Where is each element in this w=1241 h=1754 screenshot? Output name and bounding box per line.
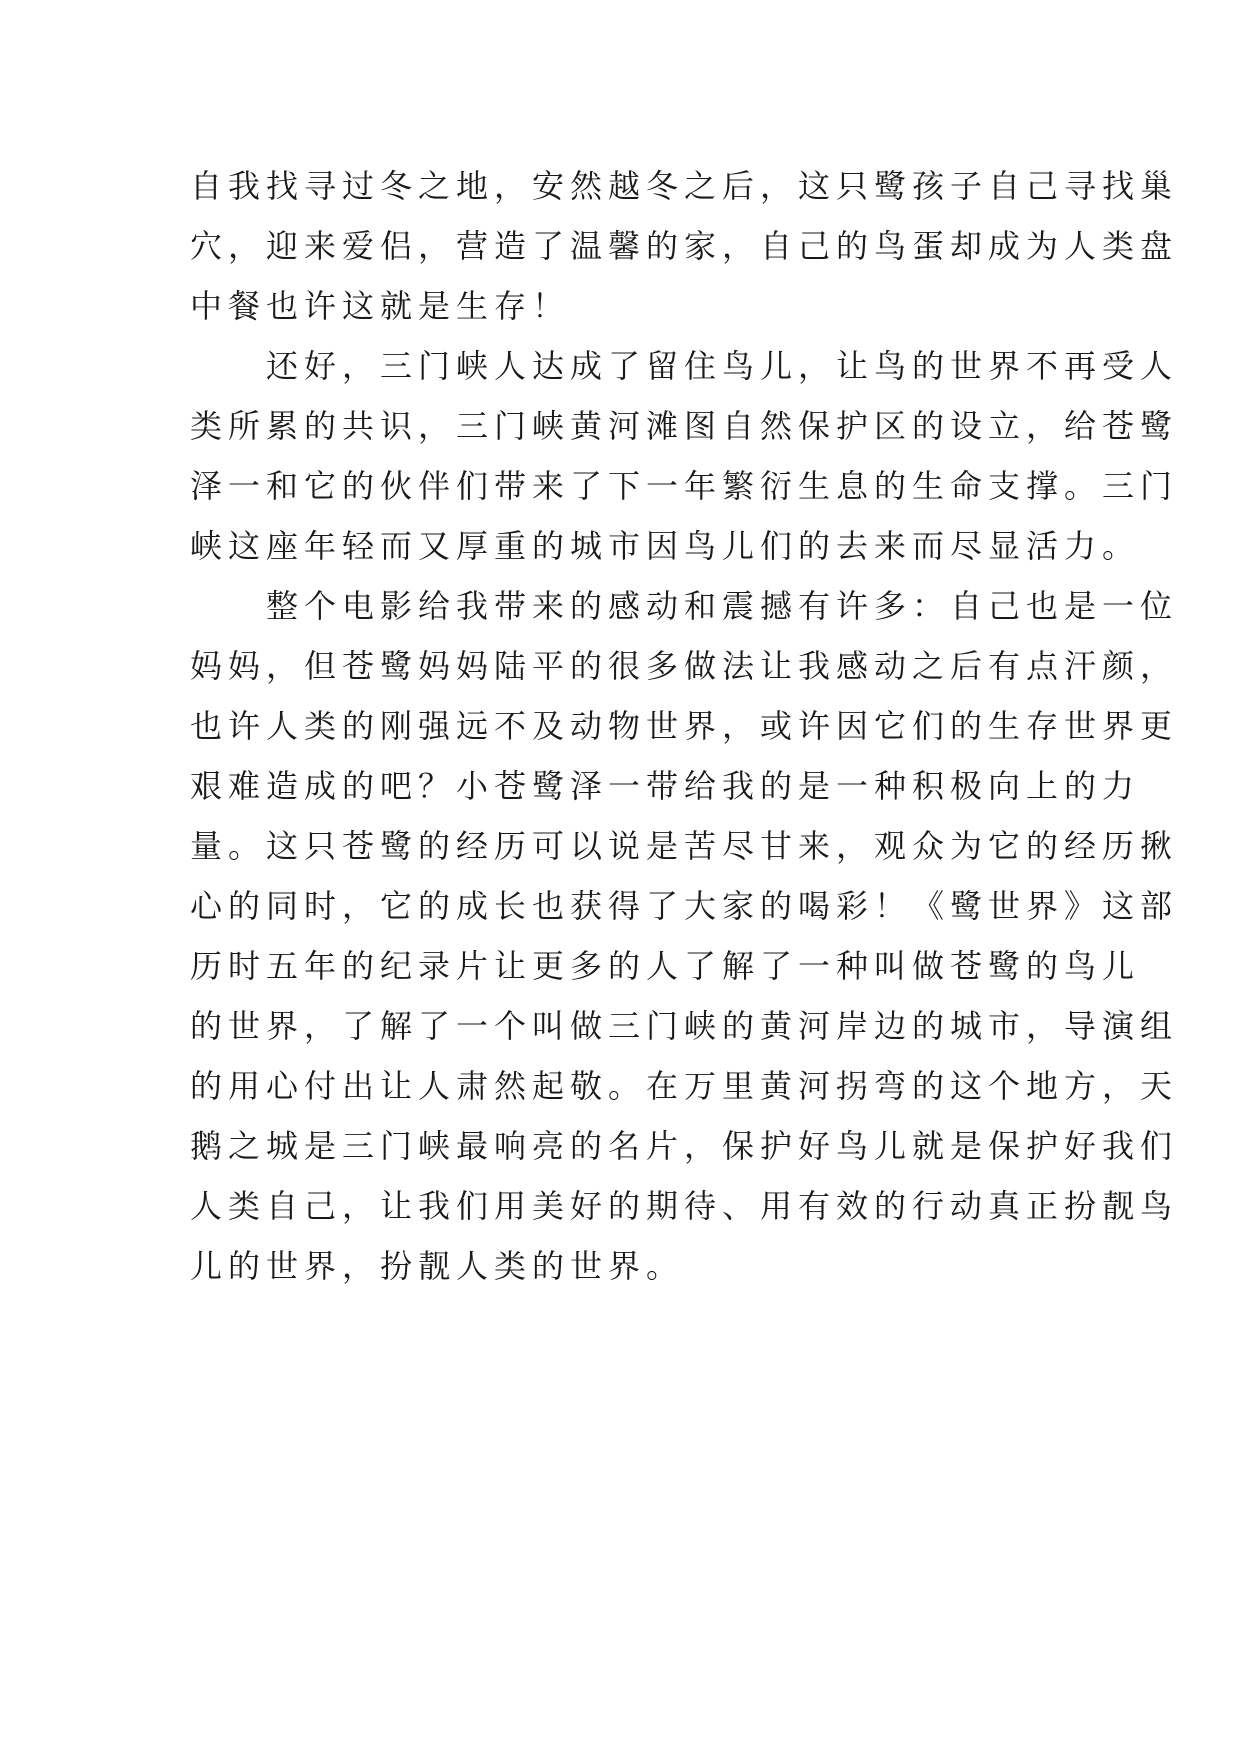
text-line: 鹅之城是三门峡最响亮的名片，保护好鸟儿就是保护好我们 [190, 1127, 1179, 1165]
text-line: 穴，迎来爱侣，营造了温馨的家，自己的鸟蛋却成为人类盘 [190, 227, 1179, 265]
text-line: 儿的世界，扮靓人类的世界。 [190, 1247, 685, 1285]
text-line: 量。这只苍鹭的经历可以说是苦尽甘来，观众为它的经历揪 [190, 827, 1179, 865]
text-line: 中餐也许这就是生存！ [190, 287, 571, 325]
text-line: 峡这座年轻而又厚重的城市因鸟儿们的去来而尽显活力。 [190, 527, 1141, 565]
text-line: 人类自己，让我们用美好的期待、用有效的行动真正扮靓鸟 [190, 1187, 1179, 1225]
text-line: 自我找寻过冬之地，安然越冬之后，这只鹭孩子自己寻找巢 [190, 167, 1179, 205]
text-line: 妈妈，但苍鹭妈妈陆平的很多做法让我感动之后有点汗颜， [190, 647, 1179, 685]
text-line: 泽一和它的伙伴们带来了下一年繁衍生息的生命支撑。三门 [190, 467, 1179, 505]
text-line: 的用心付出让人肃然起敬。在万里黄河拐弯的这个地方，天 [190, 1067, 1179, 1105]
text-line: 历时五年的纪录片让更多的人了解了一种叫做苍鹭的鸟儿 [190, 947, 1141, 985]
paragraph-first-line: 还好，三门峡人达成了留住鸟儿，让鸟的世界不再受人 [266, 347, 1179, 385]
text-line: 艰难造成的吧？小苍鹭泽一带给我的是一种积极向上的力 [190, 767, 1141, 805]
document-body [190, 156, 1179, 1296]
text-line: 也许人类的刚强远不及动物世界，或许因它们的生存世界更 [190, 707, 1179, 745]
text-line: 类所累的共识，三门峡黄河滩图自然保护区的设立，给苍鹭 [190, 407, 1179, 445]
paragraph-first-line: 整个电影给我带来的感动和震撼有许多：自己也是一位 [266, 587, 1179, 625]
text-line: 的世界，了解了一个叫做三门峡的黄河岸边的城市，导演组 [190, 1007, 1179, 1045]
text-line: 心的同时，它的成长也获得了大家的喝彩！《鹭世界》这部 [190, 887, 1179, 925]
